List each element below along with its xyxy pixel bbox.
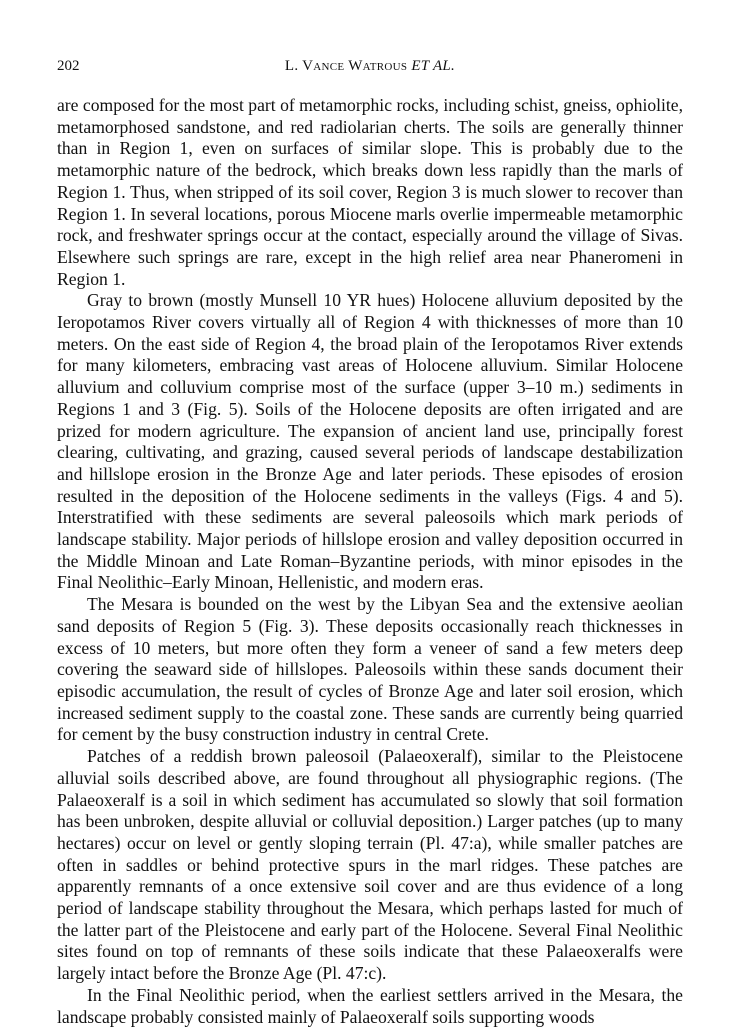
- page-number: 202: [57, 58, 80, 74]
- running-head: [57, 56, 683, 76]
- running-title: [57, 56, 683, 76]
- paragraph-aeolian-sands: The Mesara is bounded on the west by the Libyan Sea and the extensive aeolian sand deposits of Region 5 (Fig. 3). These deposits occasionally reach thicknesses in excess of 10 meters, but more often they form a veneer of sand a few meters deep covering the seaward side of hillslopes. Paleosoils within these sands document their episodic accumulation, the result of cycles of Bronze Age and later soil erosion, which increased sediment supply to the coastal zone. These sands are currently being quarried for cement by the busy construction industry in central Crete.: [57, 594, 683, 745]
- paragraph-holocene-alluvium: Gray to brown (mostly Munsell 10 YR hues) Holocene alluvium deposited by the Ieropotamos River covers virtually all of Region 4 with thicknesses of more than 10 meters. On the east side of Region 4, the broad plain of the Ieropotamos River extends for many kilometers, embracing vast areas of Holocene alluvium. Similar Holocene alluvium and colluvium comprise most of the surface (upper 3–10 m.) sediments in Regions 1 and 3 (Fig. 5). Soils of the Holocene deposits are often irrigated and are prized for modern agriculture. The expansion of ancient land use, principally forest clearing, cultivating, and grazing, caused several periods of landscape destabilization and hillslope erosion in the Bronze Age and later periods. These episodes of erosion resulted in the deposition of the Holocene sediments in the valleys (Figs. 4 and 5). Interstratified with these sediments are several paleosoils which mark periods of landscape stability. Major periods of hillslope erosion and valley deposition occurred in the Middle Minoan and Late Roman–Byzantine periods, with minor episodes in the Final Neolithic–Early Minoan, Hellenistic, and modern eras.: [57, 290, 683, 593]
- body-text: [57, 95, 683, 1028]
- paragraph-palaeoxeralf: Patches of a reddish brown paleosoil (Palaeoxeralf), similar to the Pleistocene alluvial soils described above, are found throughout all physiographic regions. (The Palaeoxeralf is a soil in which sediment has accumulated so slowly that soil formation has been unbroken, despite alluvial or colluvial deposition.) Larger patches (up to many hectares) occur on level or gently sloping terrain (Pl. 47:a), while smaller patches are often in saddles or behind protective spurs in the marl ridges. These patches are apparently remnants of a once extensive soil cover and are thus evidence of a long period of landscape stability throughout the Mesara, which perhaps lasted for much of the latter part of the Pleistocene and early part of the Holocene. Several Final Neolithic sites found on top of remnants of these soils indicate that these Palaeoxeralfs were largely intact before the Bronze Age (Pl. 47:c).: [57, 746, 683, 984]
- running-title-suffix: ET AL.: [411, 58, 456, 74]
- running-title-authors: L. Vance Watrous: [284, 58, 408, 74]
- paragraph-final-neolithic: In the Final Neolithic period, when the earliest settlers arrived in the Mesara, the landscape probably consisted mainly of Palaeoxeralf soils supporting woods: [57, 984, 683, 1027]
- paragraph-continued: are composed for the most part of metamorphic rocks, including schist, gneiss, ophiolite, metamorphosed sandstone, and red radiolarian cherts. The soils are generally thinner than in Region 1, even on surfaces of similar slope. This is probably due to the metamorphic nature of the bedrock, which breaks down less rapidly than the marls of Region 1. Thus, when stripped of its soil cover, Region 3 is much slower to recover than Region 1. In several locations, porous Miocene marls overlie impermeable metamorphic rock, and freshwater springs occur at the contact, especially around the village of Sivas. Elsewhere such springs are rare, except in the high relief area near Phaneromeni in Region 1.: [57, 95, 683, 289]
